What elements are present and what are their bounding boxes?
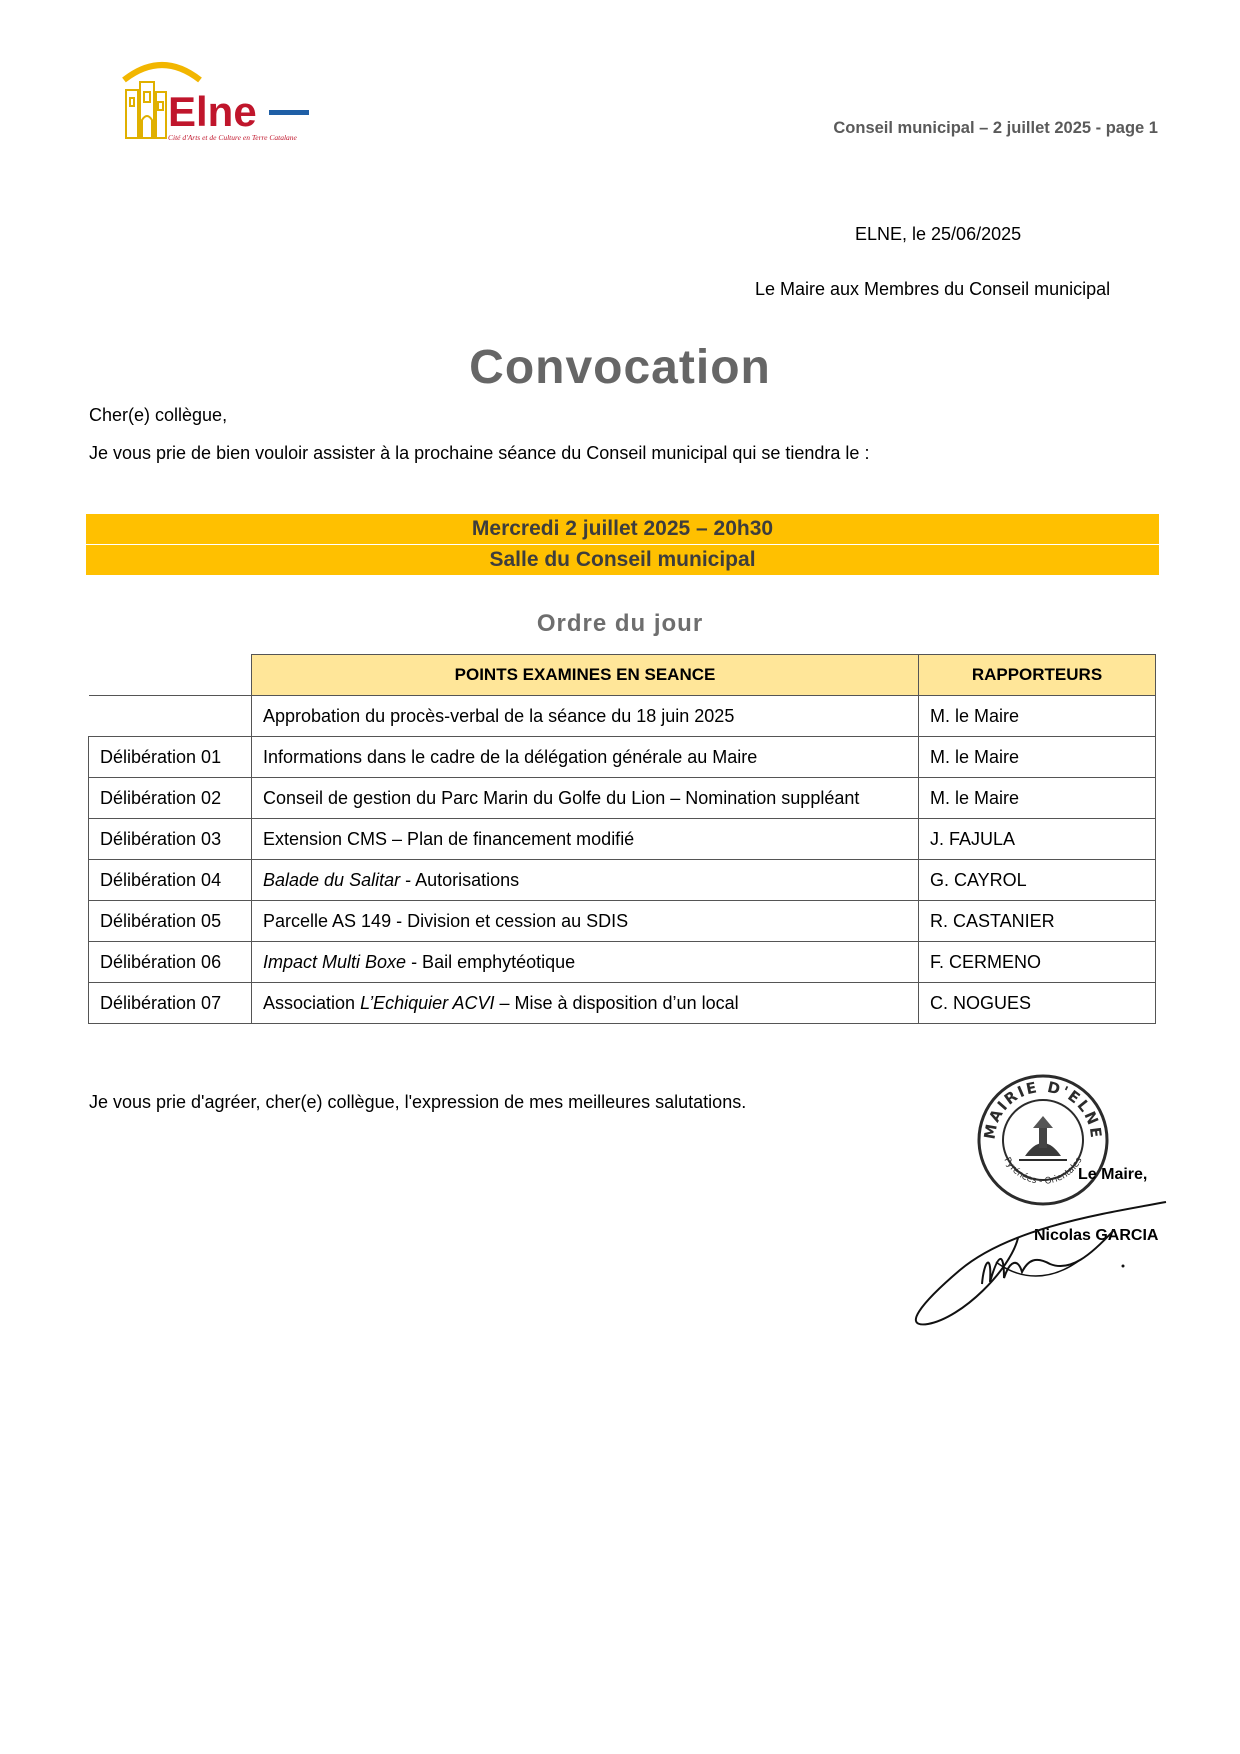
table-row [89, 696, 1156, 737]
signature-mark-icon [900, 1200, 1180, 1330]
addressee: Le Maire aux Membres du Conseil municipal [755, 279, 1111, 299]
row-point: Balade du Salitar - Autorisations [252, 860, 919, 901]
table-row [89, 778, 1156, 819]
row-rapporteur: C. NOGUES [919, 983, 1156, 1024]
table-row [89, 737, 1156, 778]
row-rapporteur: M. le Maire [919, 737, 1156, 778]
table-row [89, 860, 1156, 901]
table-header-row [89, 655, 1156, 696]
place-date: ELNE, le 25/06/2025 [855, 224, 1022, 244]
row-rapporteur: J. FAJULA [919, 819, 1156, 860]
row-ref: Délibération 05 [89, 901, 252, 942]
header-rapporteurs: RAPPORTEURS [919, 655, 1156, 696]
row-point: Extension CMS – Plan de financement modifié [252, 819, 919, 860]
row-ref: Délibération 02 [89, 778, 252, 819]
salutation: Cher(e) collègue, [89, 405, 228, 425]
mairie-stamp [975, 1072, 1111, 1208]
svg-text:Elne: Elne [168, 88, 257, 135]
mayor-name: Nicolas GARCIA [1034, 1227, 1159, 1244]
table-row [89, 819, 1156, 860]
row-ref: Délibération 01 [89, 737, 252, 778]
row-rapporteur: G. CAYROL [919, 860, 1156, 901]
row-ref [89, 696, 252, 737]
table-row [89, 942, 1156, 983]
meeting-location: Salle du Conseil municipal [489, 548, 756, 571]
mayor-role: Le Maire, [1078, 1166, 1148, 1183]
row-rapporteur: R. CASTANIER [919, 901, 1156, 942]
page-title: Convocation [469, 341, 771, 394]
svg-text:Pyrénées - Orientales: Pyrénées - Orientales [1001, 1155, 1085, 1187]
row-point: Parcelle AS 149 - Division et cession au SDIS [252, 901, 919, 942]
agenda-table [88, 654, 1156, 1024]
header-points: POINTS EXAMINES EN SEANCE [252, 655, 919, 696]
row-point: Conseil de gestion du Parc Marin du Golfe du Lion – Nomination suppléant [252, 778, 919, 819]
row-rapporteur: M. le Maire [919, 696, 1156, 737]
svg-text:MAIRIE D'ELNE: MAIRIE D'ELNE [980, 1077, 1106, 1141]
page-reference: Conseil municipal – 2 juillet 2025 - page 1 [833, 119, 1158, 137]
row-point: Informations dans le cadre de la délégation générale au Maire [252, 737, 919, 778]
row-rapporteur: F. CERMENO [919, 942, 1156, 983]
row-point: Impact Multi Boxe - Bail emphytéotique [252, 942, 919, 983]
row-point: Approbation du procès-verbal de la séance du 18 juin 2025 [252, 696, 919, 737]
row-ref: Délibération 03 [89, 819, 252, 860]
row-point: Association L’Echiquier ACVI – Mise à disposition d’un local [252, 983, 919, 1024]
table-row [89, 983, 1156, 1024]
city-logo [122, 58, 322, 144]
header-empty-cell [89, 655, 252, 696]
row-rapporteur: M. le Maire [919, 778, 1156, 819]
row-ref: Délibération 07 [89, 983, 252, 1024]
intro-paragraph: Je vous prie de bien vouloir assister à la prochaine séance du Conseil municipal qui se tiendra le : [89, 443, 870, 463]
stamp-seal-icon [975, 1072, 1111, 1208]
closing-paragraph: Je vous prie d'agréer, cher(e) collègue, l'expression de mes meilleures salutations. [89, 1092, 747, 1112]
meeting-datetime: Mercredi 2 juillet 2025 – 20h30 [471, 517, 774, 540]
elne-logo-icon [122, 58, 322, 144]
table-row [89, 901, 1156, 942]
agenda-title: Ordre du jour [536, 610, 704, 637]
svg-text:Cité d'Arts et de Culture en T: Cité d'Arts et de Culture en Terre Catalane [168, 133, 297, 142]
meeting-banner [86, 514, 1159, 575]
signature [900, 1200, 1180, 1330]
row-ref: Délibération 06 [89, 942, 252, 983]
row-ref: Délibération 04 [89, 860, 252, 901]
